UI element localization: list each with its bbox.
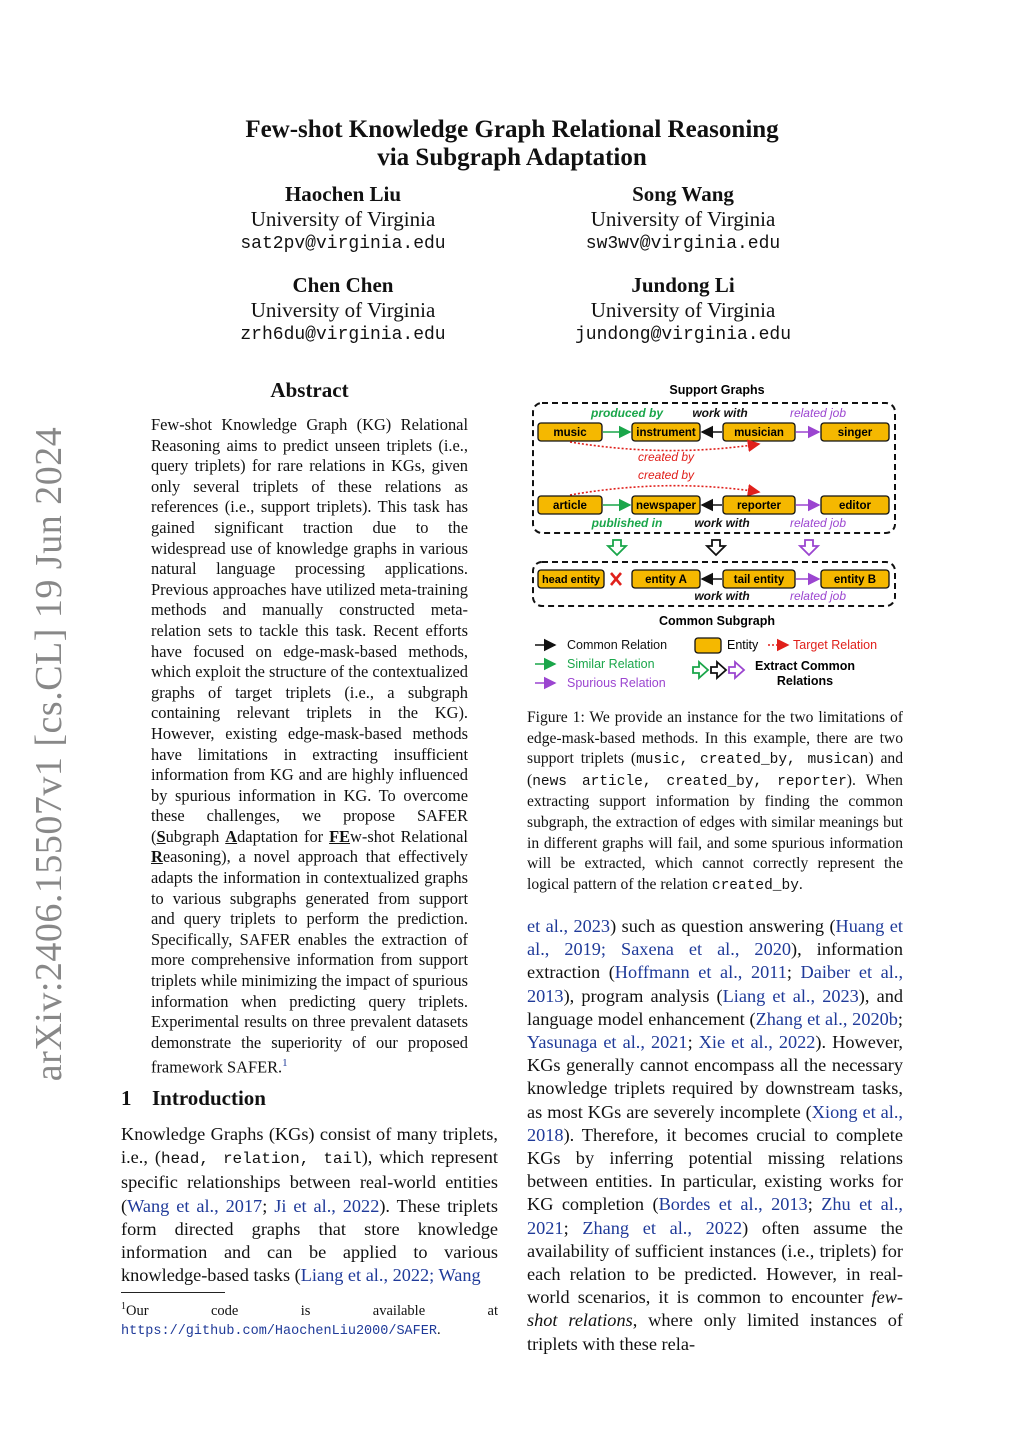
intro-paragraph [121, 1123, 498, 1287]
body-text: ; [687, 1032, 699, 1053]
figure-diagram [527, 378, 903, 698]
target-relation-edge [570, 486, 759, 495]
legend-label: Target Relation [793, 638, 878, 652]
author-affiliation: University of Virginia [250, 298, 436, 322]
body-text: ). Therefore, it becomes crucial to complete KGs by inferring potential missing relations between entities. In particular, existing works for KG completion ( [527, 1124, 903, 1215]
body-text: ). However, KGs generally cannot encompass all the necessary knowledge triplets required by downstream tasks, as most KGs are severely incomplete ( [527, 1032, 903, 1122]
author-name: Song Wang [632, 182, 734, 206]
title-line-1: Few-shot Knowledge Graph Relational Reasoning [245, 116, 779, 143]
footnote-mark[interactable]: 1 [282, 1057, 288, 1070]
body-text: , where only limited instances of triplets with these rela- [527, 1310, 903, 1354]
author-block [193, 182, 493, 257]
acronym-letter: R [151, 847, 163, 867]
figure-caption [527, 708, 903, 896]
entity-label: article [553, 500, 587, 512]
legend-entity-swatch [695, 638, 721, 653]
entity-label: reporter [736, 500, 782, 512]
relation-label: work with [694, 589, 750, 603]
author-name: Haochen Liu [284, 182, 402, 206]
caption-text: . [798, 875, 803, 893]
citation-link[interactable]: Daiber et al., 2013 [527, 962, 904, 1006]
mono-term: news article, created_by, reporter [532, 773, 847, 790]
paper-title [200, 116, 824, 172]
support-graphs-label: Support Graphs [669, 383, 765, 397]
figure-1 [527, 378, 903, 698]
author-block [193, 273, 493, 348]
cross-icon [611, 573, 621, 585]
section-heading [121, 1086, 266, 1111]
acronym-letter: FE [329, 826, 351, 846]
abstract-heading: Abstract [270, 378, 349, 402]
acronym-letter: A [225, 826, 238, 846]
author-email[interactable]: sat2pv@virginia.edu [240, 234, 446, 254]
entity-label: newspaper [635, 500, 697, 512]
body-text: Knowledge Graphs (KGs) consist of many triplets, i.e., ( [121, 1124, 498, 1168]
body-text: ; [262, 1195, 275, 1216]
relation-label: related job [789, 516, 847, 530]
legend-label: Relations [776, 674, 834, 688]
citation-link[interactable]: Hoffmann et al., 2011 [614, 962, 787, 983]
author-name: Chen Chen [292, 273, 394, 297]
relation-label: published in [591, 516, 663, 530]
caption-text: Figure 1: We provide an instance for the two limitations of edge-mask-based methods. In this example, there are two support triplets ( [527, 709, 903, 768]
mono-term: relation, [222, 1150, 310, 1169]
emphasis-text: few-shot relations [527, 1287, 903, 1331]
mono-term: created_by [711, 877, 799, 894]
entity-label: instrument [636, 427, 696, 439]
relation-label: work with [692, 406, 748, 420]
body-text: ), information extraction ( [527, 939, 903, 983]
legend-extract-icon [693, 662, 708, 678]
legend-extract-icon [729, 662, 744, 678]
entity-label: entity B [833, 574, 877, 586]
body-text: ; [807, 1194, 822, 1215]
relation-label: related job [789, 406, 847, 420]
target-relation-label: created by [637, 468, 695, 482]
acronym-rest: easoning [162, 847, 222, 867]
author-affiliation: University of Virginia [590, 207, 776, 231]
entity-label: entity A [645, 574, 687, 586]
entity-label: editor [839, 500, 871, 512]
entity-label: musician [734, 427, 784, 439]
citation-link[interactable]: Bordes et al., 2013 [658, 1194, 808, 1215]
author-affiliation: University of Virginia [250, 207, 436, 231]
citation-link[interactable]: Huang et al., 2019; Saxena et al., 2020 [527, 916, 903, 960]
legend-label: Spurious Relation [567, 676, 666, 690]
caption-text: ). When extracting support information by finding the common subgraph, the extraction of edges with similar meanings but in different graphs will fail, and some spurious information will be extracted, which cannot correctly represent the logical pattern of the relation [527, 771, 903, 893]
author-affiliation: University of Virginia [590, 298, 776, 322]
citation-link[interactable]: Xiong et al., 2018 [527, 1101, 903, 1145]
citation-link[interactable]: Wang et al., 2017 [127, 1195, 263, 1216]
author-email[interactable]: sw3wv@virginia.edu [585, 234, 781, 254]
body-text: ) such as question answering ( [610, 916, 836, 936]
entity-label: singer [837, 427, 873, 439]
citation-link[interactable]: Ji et al., 2022 [274, 1195, 380, 1216]
relation-label: work with [694, 516, 750, 530]
extract-arrow-icon [707, 540, 725, 555]
common-subgraph-label: Common Subgraph [659, 614, 775, 628]
legend-label: Extract Common [754, 659, 856, 673]
author-block [533, 182, 833, 257]
abstract-text: ), a novel approach that effectively adapts the information in contextualized graphs to various subgraphs generated from support and query triplets to perform the prediction. Specifically, SAFER enables the extraction of more comprehensive information from support triplets while minimizing the impact of spurious information when predicting query triplets. Experimental results on three prevalent datasets demonstrate the superiority of our proposed framework SAFER. [151, 847, 468, 1077]
entity-label: music [553, 427, 587, 439]
acronym-letter: S [156, 826, 166, 846]
body-text: ), which represent specific relationships between real-world entities ( [121, 1147, 498, 1216]
entity-label: head entity [541, 574, 601, 586]
caption-text: ) and ( [527, 750, 903, 789]
mono-term: tail [323, 1150, 362, 1169]
footnote-text: . [436, 1321, 441, 1338]
body-text: ; [897, 1008, 903, 1029]
acronym-rest: daptation for [237, 826, 330, 846]
extract-arrow-icon [608, 540, 626, 555]
code-link[interactable]: https://github.com/HaochenLiu2000/SAFER [121, 1323, 437, 1339]
citation-link[interactable]: et al., 2023 [527, 916, 611, 936]
citation-link[interactable]: Zhu et al., 2021 [527, 1194, 904, 1238]
body-text: ). These triplets form directed graphs that store knowledge information and can be applied to various knowledge-based tasks ( [121, 1195, 498, 1286]
right-column-text [527, 915, 903, 1356]
abstract-text: Few-shot Knowledge Graph (KG) Relational Reasoning aims to predict unseen triplets (i.e., query triplets) for rare relations in KGs, given only several triplets of these relations as references (i.e., support triplets). This task has gained significant traction due to the widespread use of knowledge graphs in various natural language processing applications. Previous approaches have utilized meta-training methods and manually constructed meta-relation sets to tackle this task. Recent efforts have focused on edge-mask-based methods, which exploit the structure of the contextualized graphs of target triplets (i.e., a subgraph containing relevant triplets in the KG). However, existing edge-mask-based methods have limitations in extracting insufficient information from KG and are highly influenced by spurious information in KG. To overcome these challenges, we propose SAFER ( [151, 415, 468, 846]
footnote-rule [121, 1292, 225, 1293]
citation-link[interactable]: Xie et al., 2022 [698, 1032, 816, 1053]
title-line-2: via Subgraph Adaptation [377, 144, 647, 171]
extract-arrow-icon [800, 540, 818, 555]
arxiv-stamp [20, 426, 78, 1082]
target-relation-label: created by [637, 450, 695, 464]
footnote [121, 1297, 498, 1341]
citation-link[interactable]: Zhang et al., 2020b [755, 1008, 898, 1029]
body-text: ; [563, 1217, 583, 1238]
author-email[interactable]: zrh6du@virginia.edu [240, 325, 446, 345]
acronym-rest: ubgraph [165, 826, 226, 846]
footnote-number: 1 [121, 1301, 126, 1312]
author-email[interactable]: jundong@virginia.edu [574, 325, 792, 345]
legend-label: Similar Relation [567, 657, 655, 671]
author-name: Jundong Li [631, 273, 735, 297]
mono-term: music, created_by, musican [636, 752, 869, 769]
legend-extract-icon [711, 662, 726, 678]
relation-label: produced by [590, 406, 664, 420]
legend-label: Entity [727, 638, 759, 652]
section-title: Introduction [152, 1086, 266, 1110]
section-number: 1 [121, 1086, 132, 1110]
citation-link[interactable]: Zhang et al., 2022 [582, 1217, 743, 1238]
body-text: ), program analysis ( [563, 985, 723, 1006]
body-text: ) often assume the availability of sufficient instances (i.e., triplets) for each relation to be predicted. However, in real-world scenarios, it is common to encounter [527, 1217, 903, 1308]
mono-term: head, [160, 1150, 209, 1169]
legend-label: Common Relation [567, 638, 668, 652]
abstract-body [151, 415, 468, 1078]
author-block [533, 273, 833, 348]
body-text: ; [786, 962, 801, 983]
citation-link[interactable]: Yasunaga et al., 2021 [527, 1032, 688, 1053]
acronym-rest: w-shot Relational [350, 826, 468, 846]
body-text: ), and language model enhancement ( [527, 985, 903, 1029]
arxiv-id: arXiv:2406.15507v1 [cs.CL] 19 Jun 2024 [28, 426, 71, 1082]
footnote-text: Our code is available at [126, 1302, 498, 1319]
entity-label: tail entity [733, 574, 785, 586]
citation-link[interactable]: Liang et al., 2023 [722, 985, 859, 1006]
relation-label: related job [789, 589, 847, 603]
citation-link[interactable]: Liang et al., 2022; Wang [300, 1265, 481, 1286]
